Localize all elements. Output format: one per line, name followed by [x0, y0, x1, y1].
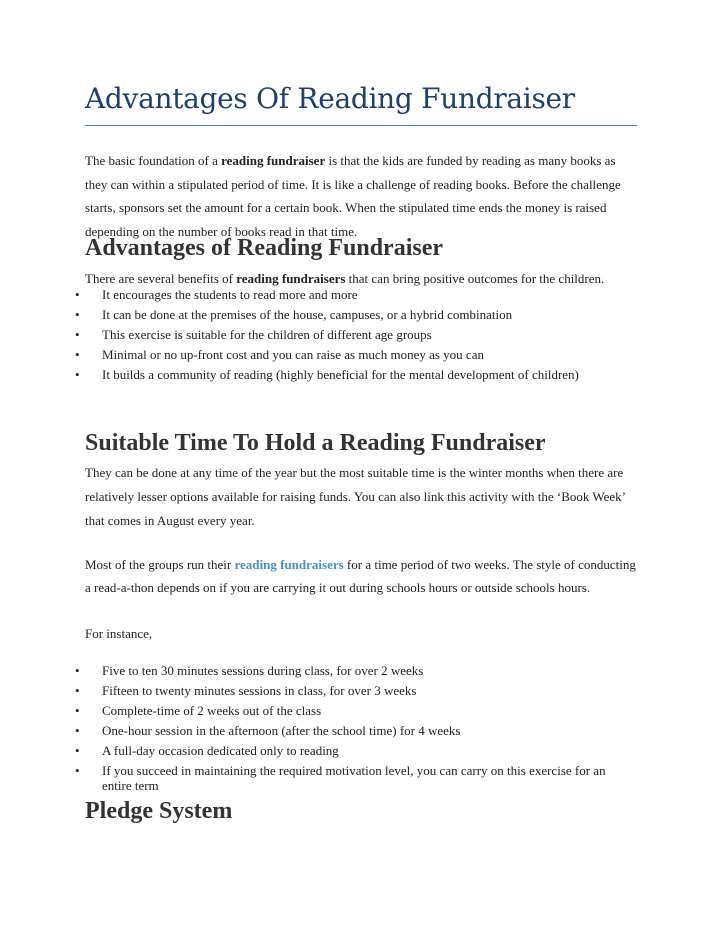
list-item: • Fifteen to twenty minutes sessions in class, for over 3 weeks	[85, 683, 637, 698]
groups-text-start: Most of the groups run their	[85, 557, 235, 572]
advantages-list	[85, 287, 637, 387]
title-underline	[85, 125, 637, 126]
groups-paragraph	[85, 553, 637, 599]
groups-text-end: for a time period of two weeks. The style of conducting a read-a-thon depends on if you are carrying it out during schools hours or outside schools hours.	[85, 557, 636, 595]
advantages-lead-paragraph	[85, 271, 637, 287]
list-item: • One-hour session in the afternoon (after the school time) for 4 weeks	[85, 723, 637, 738]
intro-bold-term: reading fundraiser	[221, 153, 326, 168]
list-item: • If you succeed in maintaining the required motivation level, you can carry on this exercise for an entire term	[85, 763, 637, 793]
section-heading-advantages: Advantages of Reading Fundraiser	[85, 235, 444, 261]
list-item: • It can be done at the premises of the house, campuses, or a hybrid combination	[85, 307, 637, 322]
advantages-lead-end: that can bring positive outcomes for the children.	[345, 271, 605, 286]
list-item: • Complete-time of 2 weeks out of the class	[85, 703, 637, 718]
intro-text-end: is that the kids are funded by reading as many books as they can within a stipulated period of time. It is like a challenge of reading books. Before the challenge starts, sponsors set the amount for a certain book. When the stipulated time ends the money is raised depending on the number of books read in that time.	[85, 153, 621, 239]
list-item: • This exercise is suitable for the children of different age groups	[85, 327, 637, 342]
intro-paragraph	[85, 149, 637, 243]
intro-text-start: The basic foundation of a	[85, 153, 222, 168]
advantages-lead-start: There are several benefits of	[85, 271, 237, 286]
section-heading-suitable-time: Suitable Time To Hold a Reading Fundraiser	[85, 430, 546, 456]
session-options-list	[85, 663, 637, 798]
page-title: Advantages Of Reading Fundraiser	[85, 82, 575, 115]
list-item: • It encourages the students to read more and more	[85, 287, 637, 302]
list-item: • It builds a community of reading (highly beneficial for the mental development of children)	[85, 367, 637, 382]
reading-fundraisers-link[interactable]: reading fundraisers	[234, 557, 344, 572]
list-item: • Minimal or no up-front cost and you can raise as much money as you can	[85, 347, 637, 362]
suitable-time-paragraph: They can be done at any time of the year but the most suitable time is the winter months when there are relatively lesser options available for raising funds. You can also link this activity with the ‘Book Week’ that comes in August every year.	[85, 465, 626, 528]
section-heading-pledge-system: Pledge System	[85, 798, 233, 824]
list-item: • Five to ten 30 minutes sessions during class, for over 2 weeks	[85, 663, 637, 678]
advantages-lead-bold: reading fundraisers	[236, 271, 346, 286]
list-item: • A full-day occasion dedicated only to reading	[85, 743, 637, 758]
for-instance-text: For instance,	[85, 626, 153, 641]
